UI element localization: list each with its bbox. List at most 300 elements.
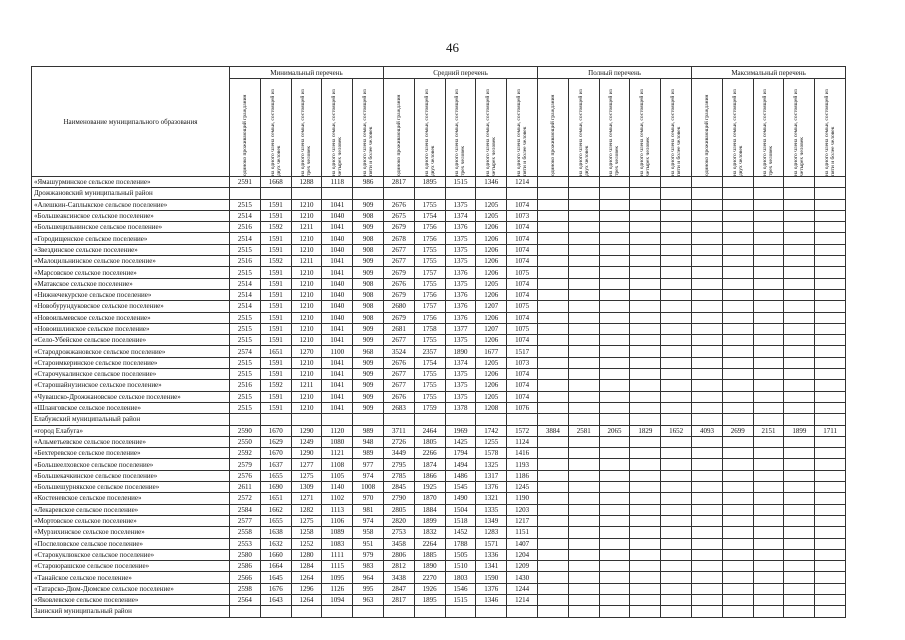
subcolumn-label: на одного члена семьи, состоящей из четырех человек bbox=[639, 89, 652, 176]
empty-cell bbox=[722, 448, 753, 459]
value-cell: 2795 bbox=[383, 459, 414, 470]
municipality-name: «Нижнечекурское сельское поселение» bbox=[32, 289, 230, 300]
value-cell: 1264 bbox=[291, 572, 322, 583]
value-cell: 1040 bbox=[322, 244, 353, 255]
value-cell: 2576 bbox=[230, 470, 261, 481]
empty-cell bbox=[568, 380, 599, 391]
subcolumn-header bbox=[753, 79, 784, 177]
value-cell: 2592 bbox=[230, 448, 261, 459]
empty-cell bbox=[815, 402, 846, 413]
value-cell: 2515 bbox=[230, 312, 261, 323]
subcolumn-label: на одного члена семьи, состоящей из пяти и более человек bbox=[670, 89, 683, 176]
value-cell: 1690 bbox=[260, 482, 291, 493]
value-cell: 1217 bbox=[507, 515, 538, 526]
value-cell: 974 bbox=[353, 515, 384, 526]
value-cell: 1375 bbox=[445, 233, 476, 244]
municipality-name: «Новоишлинское сельское поселение» bbox=[32, 323, 230, 334]
empty-cell bbox=[630, 222, 661, 233]
empty-cell bbox=[815, 335, 846, 346]
empty-cell bbox=[784, 177, 815, 188]
empty-cell bbox=[414, 414, 445, 425]
empty-cell bbox=[661, 572, 692, 583]
value-cell: 1214 bbox=[507, 177, 538, 188]
value-cell: 2677 bbox=[383, 256, 414, 267]
value-cell: 1335 bbox=[476, 504, 507, 515]
value-cell: 2564 bbox=[230, 594, 261, 605]
value-cell: 1074 bbox=[507, 335, 538, 346]
empty-cell bbox=[599, 346, 630, 357]
value-cell: 1205 bbox=[476, 278, 507, 289]
value-cell: 1376 bbox=[445, 267, 476, 278]
empty-cell bbox=[661, 493, 692, 504]
empty-cell bbox=[692, 335, 723, 346]
empty-cell bbox=[414, 606, 445, 617]
municipality-name: «Матакское сельское поселение» bbox=[32, 278, 230, 289]
value-cell: 2515 bbox=[230, 357, 261, 368]
empty-cell bbox=[599, 233, 630, 244]
value-cell: 1325 bbox=[476, 459, 507, 470]
value-cell: 1210 bbox=[291, 391, 322, 402]
municipality-name: «Малоцильнинское сельское поселение» bbox=[32, 256, 230, 267]
empty-cell bbox=[692, 312, 723, 323]
value-cell: 1074 bbox=[507, 256, 538, 267]
value-cell: 1591 bbox=[260, 210, 291, 221]
empty-cell bbox=[599, 414, 630, 425]
empty-cell bbox=[661, 312, 692, 323]
empty-cell bbox=[784, 391, 815, 402]
value-cell: 1926 bbox=[414, 583, 445, 594]
empty-cell bbox=[599, 538, 630, 549]
subcolumn-header bbox=[353, 79, 384, 177]
empty-cell bbox=[815, 594, 846, 605]
subcolumn-header bbox=[507, 79, 538, 177]
empty-cell bbox=[568, 572, 599, 583]
empty-cell bbox=[784, 436, 815, 447]
value-cell: 1374 bbox=[445, 357, 476, 368]
empty-cell bbox=[692, 414, 723, 425]
empty-cell bbox=[753, 515, 784, 526]
table-row bbox=[32, 323, 846, 334]
empty-cell bbox=[599, 391, 630, 402]
empty-cell bbox=[692, 301, 723, 312]
empty-cell bbox=[630, 369, 661, 380]
empty-cell bbox=[630, 527, 661, 538]
value-cell: 1515 bbox=[445, 594, 476, 605]
subcolumn-label: одиноко проживающий гражданин bbox=[549, 94, 556, 176]
value-cell: 1210 bbox=[291, 210, 322, 221]
value-cell: 2676 bbox=[383, 199, 414, 210]
value-cell: 1120 bbox=[322, 425, 353, 436]
value-cell: 986 bbox=[353, 177, 384, 188]
municipality-name: «Лекаревское сельское поселение» bbox=[32, 504, 230, 515]
value-cell: 2680 bbox=[383, 301, 414, 312]
value-cell: 1190 bbox=[507, 493, 538, 504]
empty-cell bbox=[661, 335, 692, 346]
empty-cell bbox=[692, 357, 723, 368]
value-cell: 1074 bbox=[507, 369, 538, 380]
empty-cell bbox=[630, 346, 661, 357]
value-cell: 1756 bbox=[414, 289, 445, 300]
value-cell: 909 bbox=[353, 402, 384, 413]
empty-cell bbox=[568, 448, 599, 459]
empty-cell bbox=[722, 244, 753, 255]
value-cell: 2572 bbox=[230, 493, 261, 504]
empty-cell bbox=[815, 256, 846, 267]
empty-cell bbox=[538, 323, 569, 334]
empty-cell bbox=[722, 323, 753, 334]
empty-cell bbox=[692, 561, 723, 572]
value-cell: 1591 bbox=[260, 402, 291, 413]
empty-cell bbox=[599, 188, 630, 199]
empty-cell bbox=[661, 244, 692, 255]
empty-cell bbox=[722, 177, 753, 188]
empty-cell bbox=[599, 583, 630, 594]
empty-cell bbox=[692, 538, 723, 549]
value-cell: 2515 bbox=[230, 402, 261, 413]
empty-cell bbox=[568, 233, 599, 244]
value-cell: 1108 bbox=[322, 459, 353, 470]
empty-cell bbox=[383, 188, 414, 199]
empty-cell bbox=[815, 414, 846, 425]
value-cell: 1452 bbox=[445, 527, 476, 538]
table-row bbox=[32, 482, 846, 493]
empty-cell bbox=[568, 606, 599, 617]
empty-cell bbox=[230, 188, 261, 199]
municipality-name: «Костеневское сельское поселение» bbox=[32, 493, 230, 504]
empty-cell bbox=[630, 335, 661, 346]
value-cell: 1206 bbox=[476, 335, 507, 346]
empty-cell bbox=[692, 470, 723, 481]
value-cell: 1756 bbox=[414, 222, 445, 233]
empty-cell bbox=[661, 561, 692, 572]
district-name: Заинский муниципальный район bbox=[32, 606, 230, 617]
empty-cell bbox=[568, 222, 599, 233]
value-cell: 1210 bbox=[291, 233, 322, 244]
value-cell: 1206 bbox=[476, 312, 507, 323]
empty-cell bbox=[753, 391, 784, 402]
municipality-name: «Городищенское сельское поселение» bbox=[32, 233, 230, 244]
value-cell: 2817 bbox=[383, 177, 414, 188]
table-row bbox=[32, 515, 846, 526]
empty-cell bbox=[630, 199, 661, 210]
empty-cell bbox=[630, 233, 661, 244]
value-cell: 1866 bbox=[414, 470, 445, 481]
value-cell: 1591 bbox=[260, 244, 291, 255]
value-cell: 2677 bbox=[383, 244, 414, 255]
table-row bbox=[32, 369, 846, 380]
empty-cell bbox=[538, 233, 569, 244]
value-cell: 964 bbox=[353, 572, 384, 583]
empty-cell bbox=[568, 369, 599, 380]
empty-cell bbox=[692, 606, 723, 617]
value-cell: 908 bbox=[353, 312, 384, 323]
value-cell: 1890 bbox=[445, 346, 476, 357]
group-header-average: Средний перечень bbox=[383, 67, 537, 79]
value-cell: 1244 bbox=[507, 583, 538, 594]
value-cell: 2598 bbox=[230, 583, 261, 594]
empty-cell bbox=[815, 369, 846, 380]
empty-cell bbox=[568, 594, 599, 605]
value-cell: 1008 bbox=[353, 482, 384, 493]
subcolumn-label: на одного члена семьи, состоящей из пяти и более человек bbox=[824, 89, 837, 176]
empty-cell bbox=[753, 561, 784, 572]
subcolumn-header bbox=[815, 79, 846, 177]
empty-cell bbox=[784, 357, 815, 368]
empty-cell bbox=[692, 380, 723, 391]
empty-cell bbox=[753, 312, 784, 323]
table-row bbox=[32, 425, 846, 436]
empty-cell bbox=[630, 504, 661, 515]
value-cell: 1040 bbox=[322, 278, 353, 289]
empty-cell bbox=[661, 583, 692, 594]
value-cell: 1284 bbox=[291, 561, 322, 572]
value-cell: 1590 bbox=[476, 572, 507, 583]
table-row bbox=[32, 312, 846, 323]
empty-cell bbox=[599, 504, 630, 515]
value-cell: 1105 bbox=[322, 470, 353, 481]
empty-cell bbox=[599, 482, 630, 493]
empty-cell bbox=[568, 504, 599, 515]
empty-cell bbox=[630, 301, 661, 312]
value-cell: 1074 bbox=[507, 380, 538, 391]
empty-cell bbox=[538, 414, 569, 425]
empty-cell bbox=[722, 312, 753, 323]
empty-cell bbox=[476, 188, 507, 199]
value-cell: 2514 bbox=[230, 233, 261, 244]
empty-cell bbox=[722, 402, 753, 413]
value-cell: 1206 bbox=[476, 233, 507, 244]
empty-cell bbox=[630, 515, 661, 526]
empty-cell bbox=[630, 188, 661, 199]
value-cell: 963 bbox=[353, 594, 384, 605]
value-cell: 2464 bbox=[414, 425, 445, 436]
value-cell: 2515 bbox=[230, 391, 261, 402]
empty-cell bbox=[599, 267, 630, 278]
value-cell: 1074 bbox=[507, 278, 538, 289]
empty-cell bbox=[538, 493, 569, 504]
empty-cell bbox=[661, 391, 692, 402]
empty-cell bbox=[815, 346, 846, 357]
value-cell: 1662 bbox=[260, 504, 291, 515]
empty-cell bbox=[661, 177, 692, 188]
value-cell: 1377 bbox=[445, 323, 476, 334]
empty-cell bbox=[753, 188, 784, 199]
municipality-name: «Бехтеревское сельское поселение» bbox=[32, 448, 230, 459]
value-cell: 909 bbox=[353, 256, 384, 267]
value-cell: 1895 bbox=[414, 594, 445, 605]
empty-cell bbox=[630, 549, 661, 560]
empty-cell bbox=[722, 583, 753, 594]
empty-cell bbox=[599, 402, 630, 413]
table-row bbox=[32, 346, 846, 357]
value-cell: 1205 bbox=[476, 357, 507, 368]
table-row bbox=[32, 244, 846, 255]
value-cell: 2676 bbox=[383, 278, 414, 289]
value-cell: 1591 bbox=[260, 312, 291, 323]
table-row bbox=[32, 594, 846, 605]
empty-cell bbox=[722, 594, 753, 605]
empty-cell bbox=[753, 222, 784, 233]
empty-cell bbox=[753, 583, 784, 594]
empty-cell bbox=[568, 323, 599, 334]
empty-cell bbox=[538, 301, 569, 312]
empty-cell bbox=[599, 436, 630, 447]
empty-cell bbox=[599, 561, 630, 572]
empty-cell bbox=[230, 606, 261, 617]
empty-cell bbox=[568, 561, 599, 572]
value-cell: 1490 bbox=[445, 493, 476, 504]
subcolumn-label: на одного члена семьи, состоящей из трех человек bbox=[762, 89, 775, 176]
empty-cell bbox=[568, 459, 599, 470]
value-cell: 1074 bbox=[507, 222, 538, 233]
empty-cell bbox=[722, 346, 753, 357]
value-cell: 2790 bbox=[383, 493, 414, 504]
empty-cell bbox=[599, 199, 630, 210]
subcolumn-header bbox=[260, 79, 291, 177]
value-cell: 1637 bbox=[260, 459, 291, 470]
municipality-name: «Татарско-Дюм-Дюмское сельское поселение» bbox=[32, 583, 230, 594]
value-cell: 1592 bbox=[260, 380, 291, 391]
value-cell: 2550 bbox=[230, 436, 261, 447]
empty-cell bbox=[784, 380, 815, 391]
empty-cell bbox=[661, 459, 692, 470]
municipality-name: «Большешурнякское сельское поселение» bbox=[32, 482, 230, 493]
empty-cell bbox=[692, 527, 723, 538]
empty-cell bbox=[722, 278, 753, 289]
empty-cell bbox=[568, 312, 599, 323]
table-row bbox=[32, 267, 846, 278]
empty-cell bbox=[322, 414, 353, 425]
subcolumn-label: на одного члена семьи, состоящей из четырех человек bbox=[331, 89, 344, 176]
value-cell: 1510 bbox=[445, 561, 476, 572]
empty-cell bbox=[661, 482, 692, 493]
value-cell: 989 bbox=[353, 448, 384, 459]
subcolumn-header bbox=[322, 79, 353, 177]
value-cell: 1102 bbox=[322, 493, 353, 504]
value-cell: 1341 bbox=[476, 561, 507, 572]
empty-cell bbox=[661, 606, 692, 617]
empty-cell bbox=[753, 210, 784, 221]
empty-cell bbox=[784, 323, 815, 334]
empty-cell bbox=[784, 583, 815, 594]
empty-cell bbox=[353, 414, 384, 425]
empty-cell bbox=[445, 606, 476, 617]
empty-cell bbox=[692, 267, 723, 278]
empty-cell bbox=[692, 493, 723, 504]
value-cell: 1803 bbox=[445, 572, 476, 583]
value-cell: 1755 bbox=[414, 380, 445, 391]
empty-cell bbox=[538, 199, 569, 210]
subcolumn-header bbox=[230, 79, 261, 177]
empty-cell bbox=[784, 335, 815, 346]
value-cell: 951 bbox=[353, 538, 384, 549]
empty-cell bbox=[568, 188, 599, 199]
empty-cell bbox=[815, 199, 846, 210]
value-cell: 1075 bbox=[507, 301, 538, 312]
empty-cell bbox=[538, 391, 569, 402]
value-cell: 1755 bbox=[414, 199, 445, 210]
value-cell: 2514 bbox=[230, 278, 261, 289]
subcolumn-header bbox=[538, 79, 569, 177]
value-cell: 1546 bbox=[445, 583, 476, 594]
empty-cell bbox=[815, 515, 846, 526]
table-row bbox=[32, 459, 846, 470]
value-cell: 1210 bbox=[291, 289, 322, 300]
value-cell: 2675 bbox=[383, 210, 414, 221]
empty-cell bbox=[692, 210, 723, 221]
empty-cell bbox=[568, 335, 599, 346]
municipality-name: «Поспеловское сельское поселение» bbox=[32, 538, 230, 549]
empty-cell bbox=[630, 594, 661, 605]
empty-cell bbox=[753, 594, 784, 605]
empty-cell bbox=[568, 289, 599, 300]
value-cell: 2806 bbox=[383, 549, 414, 560]
empty-cell bbox=[538, 561, 569, 572]
value-cell: 1794 bbox=[445, 448, 476, 459]
empty-cell bbox=[815, 278, 846, 289]
empty-cell bbox=[568, 470, 599, 481]
table-row bbox=[32, 391, 846, 402]
value-cell: 1040 bbox=[322, 301, 353, 312]
empty-cell bbox=[599, 210, 630, 221]
empty-cell bbox=[630, 470, 661, 481]
subcolumn-label: одиноко проживающий гражданин bbox=[395, 94, 402, 176]
subcolumn-label: на одного члена семьи, состоящей из пяти и более человек bbox=[516, 89, 529, 176]
subcolumn-header bbox=[291, 79, 322, 177]
empty-cell bbox=[661, 402, 692, 413]
value-cell: 909 bbox=[353, 267, 384, 278]
empty-cell bbox=[815, 572, 846, 583]
municipality-name: «Большеелховское сельское поселение» bbox=[32, 459, 230, 470]
subcolumn-label: на одного члена семьи, состоящей из двух человек bbox=[423, 89, 436, 176]
value-cell: 1755 bbox=[414, 244, 445, 255]
empty-cell bbox=[630, 402, 661, 413]
value-cell: 1829 bbox=[630, 425, 661, 436]
value-cell: 2515 bbox=[230, 335, 261, 346]
value-cell: 1210 bbox=[291, 278, 322, 289]
value-cell: 1255 bbox=[476, 436, 507, 447]
empty-cell bbox=[568, 267, 599, 278]
empty-cell bbox=[722, 357, 753, 368]
subcolumn-label: одиноко проживающий гражданин bbox=[241, 94, 248, 176]
empty-cell bbox=[815, 210, 846, 221]
empty-cell bbox=[322, 188, 353, 199]
empty-cell bbox=[815, 448, 846, 459]
value-cell: 968 bbox=[353, 346, 384, 357]
subcolumn-label: на одного члена семьи, состоящей из четырех человек bbox=[793, 89, 806, 176]
value-cell: 1755 bbox=[414, 335, 445, 346]
value-cell: 1515 bbox=[445, 177, 476, 188]
value-cell: 2515 bbox=[230, 369, 261, 380]
value-cell: 1252 bbox=[291, 538, 322, 549]
value-cell: 2581 bbox=[568, 425, 599, 436]
value-cell: 1288 bbox=[291, 177, 322, 188]
empty-cell bbox=[815, 289, 846, 300]
empty-cell bbox=[630, 177, 661, 188]
empty-cell bbox=[507, 414, 538, 425]
table-row bbox=[32, 402, 846, 413]
empty-cell bbox=[815, 312, 846, 323]
empty-cell bbox=[753, 244, 784, 255]
empty-cell bbox=[568, 177, 599, 188]
value-cell: 1210 bbox=[291, 357, 322, 368]
empty-cell bbox=[722, 222, 753, 233]
table-row bbox=[32, 289, 846, 300]
empty-cell bbox=[784, 233, 815, 244]
value-cell: 2812 bbox=[383, 561, 414, 572]
value-cell: 1041 bbox=[322, 357, 353, 368]
empty-cell bbox=[661, 538, 692, 549]
